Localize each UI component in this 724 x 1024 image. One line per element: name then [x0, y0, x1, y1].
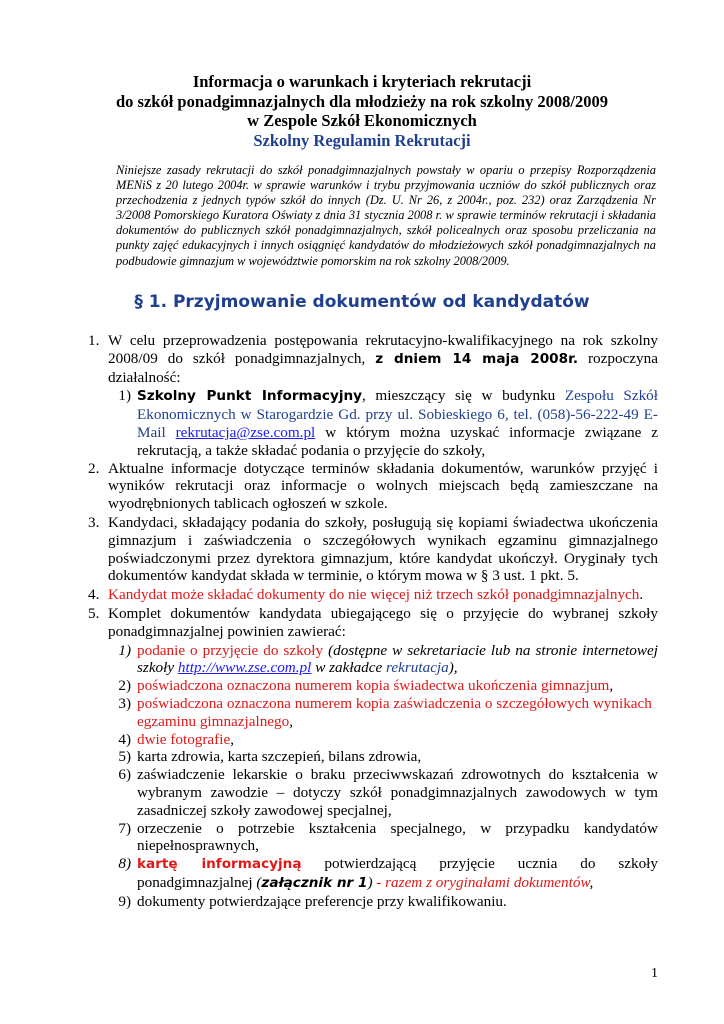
sub-item-number: 5)	[118, 748, 131, 766]
email-link[interactable]: rekrutacja@zse.com.pl	[175, 423, 316, 441]
sub-item-text-end: w którym można uzyskać informacje związane z rekrutacją, a także składać podania o przyjęcie do szkoły,	[137, 423, 659, 459]
sub-item-note-end: ),	[448, 659, 458, 677]
sub-item-punct: ,	[589, 873, 594, 891]
title-line-2: do szkół ponadgimnazjalnych dla młodzieży na rok szkolny 2008/2009	[115, 91, 608, 111]
document-body	[88, 332, 658, 911]
item-number: 5.	[88, 604, 100, 622]
sub-item-number: 1)	[118, 387, 131, 405]
item-text: Kandydaci, składający podania do szkoły, posługują się kopiami świadectwa ukończenia gimnazjum i zaświadczenia o szczegółowych wynikach egzaminu gimnazjalnego poświadczonymi przez dyrektora gimnazjum, które kandydat ukończył. Oryginały tych dokumentów kandydat składa w terminie, o którym mowa w § 3 ust. 1 pkt. 5.	[108, 513, 658, 585]
school-address: Zespołu Szkół Ekonomicznych w Starogardzie Gd. przy ul. Sobieskiego 6, tel. (058)-56-222-49 E-Mail	[137, 387, 658, 441]
document-title	[60, 72, 664, 150]
item-text: Kandydat może składać dokumenty do nie więcej niż trzech szkół ponadgimnazjalnych	[108, 586, 640, 604]
item-text: W celu przeprowadzenia postępowania rekrutacyjno-kwalifikacyjnego na rok szkolny 2008/09 do szkół ponadgimnazjalnych,	[108, 332, 658, 367]
sub-item-text: dokumenty potwierdzające preferencje przy kwalifikowaniu.	[137, 892, 507, 910]
sub-item-number: 9)	[118, 892, 131, 910]
sub-item-text: podanie o przyjęcie do szkoły	[137, 641, 324, 659]
sub-item-5-2	[108, 677, 658, 695]
list-item-5	[88, 605, 658, 641]
sub-item-text: potwierdzającą przyjęcie ucznia do szkoły ponadgimnazjalnej	[137, 855, 658, 891]
page-number: 1	[651, 966, 658, 981]
sub-item-number: 4)	[118, 730, 131, 748]
list-item-2	[88, 460, 658, 513]
info-point-name: Szkolny Punkt Informacyjny	[137, 388, 363, 405]
attachment-ref: załącznik nr 1	[261, 874, 368, 891]
item-number: 1.	[88, 332, 100, 349]
info-card: kartę informacyjną	[137, 856, 302, 873]
sub-item-text: poświadczona oznaczona numerem kopia zaświadczenia o szczegółowych wynikach egzaminu gimnazjalnego	[137, 694, 652, 730]
paren-close: )	[367, 873, 373, 891]
start-date: z dniem 14 maja 2008r.	[375, 350, 579, 367]
sub-item-5-5	[108, 748, 658, 766]
sub-item-punct: ,	[289, 712, 294, 730]
item-text-end: rozpoczyna działalność:	[108, 349, 658, 386]
list-item-4	[88, 586, 658, 604]
sub-item-5-8	[108, 855, 658, 893]
intro-paragraph: Niniejsze zasady rekrutacji do szkół ponadgimnazjalnych powstały w opariu o przepisy Rozporządzenia MENiS z 20 lutego 2004r. w sprawie warunków i trybu przyjmowania uczniów do szkół publicznych oraz przechodzenia z jednych typów szkół do innych (Dz. U. Nr 26, z 2004r., poz. 232) oraz Zarządzenia Nr 3/2008 Pomorskiego Kuratora Oświaty z dnia 31 stycznia 2008 r. w sprawie terminów rekrutacji i składania dokumentów do publicznych szkół ponadgimnazjalnych, szkół policealnych oraz sposobu przeliczania na punkty zajęć edukacyjnych i innych osiągnięć kandydatów do młodzieżowych szkół ponadgimnazjalnych na podbudowie gimnazjum w województwie pomorskim na rok szkolny 2008/2009.	[116, 163, 656, 268]
sub-item-5-4	[108, 731, 658, 749]
title-line-4: Szkolny Regulamin Rekrutacji	[253, 130, 471, 150]
item-number: 4.	[88, 586, 100, 604]
tab-name: rekrutacja	[386, 659, 449, 677]
sub-item-text: dwie fotografie	[137, 730, 231, 748]
item-number: 3.	[88, 513, 100, 531]
sub-item-5-6	[108, 766, 658, 819]
sub-item-text: poświadczona oznaczona numerem kopia świadectwa ukończenia gimnazjum	[137, 677, 610, 695]
sub-item-5-3	[108, 695, 658, 731]
sub-item-text: , mieszczący się w budynku	[362, 387, 565, 405]
sub-item-number: 8)	[118, 855, 131, 873]
sub-item-number: 7)	[118, 819, 131, 837]
item-text: Komplet dokumentów kandydata ubiegającego się o przyjęcie do wybranej szkoły ponadgimnazjalnej powinien zawierać:	[108, 604, 658, 640]
list-item-3	[88, 514, 658, 585]
item-punct: .	[639, 586, 644, 604]
sub-item-5-7	[108, 820, 658, 856]
sub-item-5-1	[108, 642, 658, 678]
sub-item-note: (dostępne w sekretariacie lub na stronie internetowej szkoły	[137, 641, 658, 677]
sub-item-punct: ,	[230, 730, 234, 748]
title-line-1: Informacja o warunkach i kryteriach rekrutacji	[192, 72, 532, 91]
list-item-1	[88, 332, 658, 386]
sub-item-number: 3)	[118, 694, 131, 712]
sub-item-text: orzeczenie o potrzebie kształcenia specjalnego, w przypadku kandydatów niepełnosprawnych,	[137, 819, 658, 855]
sub-item-text: karta zdrowia, karta szczepień, bilans zdrowia,	[137, 748, 422, 766]
sub-item-text: zaświadczenie lekarskie o braku przeciwwskazań zdrowotnych do kształcenia w wybranym zawodzie – dotyczy szkół ponadgimnazjalnych zawodowych w tym zasadniczej szkoły zawodowej specjalnej,	[137, 766, 658, 819]
sub-item-number: 2)	[118, 677, 131, 695]
originals-note: - razem z oryginałami dokumentów	[372, 873, 590, 891]
item-text: Aktualne informacje dotyczące terminów składania dokumentów, warunków przyjęć i wyników rekrutacji oraz informacje o wolnych miejscach będą zamieszczane na wyodrębnionych tablicach ogłoszeń w szkole.	[108, 459, 658, 513]
title-line-3: w Zespole Szkół Ekonomicznych	[247, 111, 477, 130]
sub-item-number: 1)	[118, 641, 131, 659]
sub-item-number: 6)	[118, 766, 131, 784]
section-heading: § 1. Przyjmowanie dokumentów od kandydatów	[134, 292, 590, 312]
sub-item-1-1	[108, 387, 658, 459]
website-link[interactable]: http://www.zse.com.pl	[177, 659, 312, 677]
item-number: 2.	[88, 459, 100, 477]
sub-item-5-9	[108, 893, 658, 911]
paren-open: (	[256, 873, 262, 891]
sub-item-punct: ,	[609, 677, 614, 695]
sub-item-note-2: w zakładce	[311, 659, 387, 677]
